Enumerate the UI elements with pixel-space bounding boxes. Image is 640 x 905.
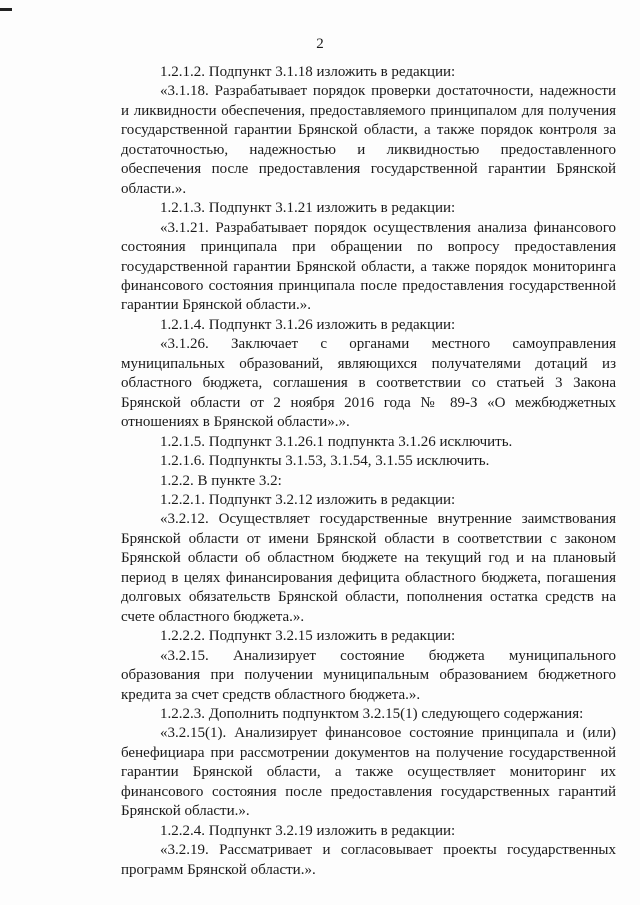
quote-3-2-15-1: «3.2.15(1). Анализирует финансовое состояние принципала и (или) бенефициара при рассмотрении документов на получение государственной гарантии Брянской области, а также осуществляет мониторинг их финансового состояния после предоставления государственных гарантий Брянской области.». <box>121 725 616 820</box>
paragraph-1-2-1-4: 1.2.1.4. Подпункт 3.1.26 изложить в редакции: <box>160 316 456 333</box>
paragraph-1-2-1-3: 1.2.1.3. Подпункт 3.1.21 изложить в редакции: <box>160 200 456 217</box>
scan-edge-mark <box>0 8 12 11</box>
page-number: 2 <box>316 36 324 52</box>
paragraph-1-2-2: 1.2.2. В пункте 3.2: <box>160 472 282 489</box>
quote-3-1-18: «3.1.18. Разрабатывает порядок проверки достаточности, надежности и ликвидности обеспечения, предоставляемого принципалом для получения государственной гарантии Брянской области, а также порядок контроля за достаточностью, надежностью и ликвидностью предоставленного обеспечения после предоставления государственной гарантии Брянской области.». <box>121 83 616 197</box>
paragraph-1-2-2-1: 1.2.2.1. Подпункт 3.2.12 изложить в редакции: <box>160 491 456 508</box>
quote-3-2-12: «3.2.12. Осуществляет государственные внутренние заимствования Брянской области от имени Брянской области в соответствии с законом Брянской области об областном бюджете на текущий год и на плановый период в целях финансирования дефицита областного бюджета, погашения долговых обязательств Брянской области, пополнения остатка средств на счете областного бюджета.». <box>121 511 616 625</box>
paragraph-1-2-1-5: 1.2.1.5. Подпункт 3.1.26.1 подпункта 3.1.26 исключить. <box>160 433 513 450</box>
paragraph-1-2-2-4: 1.2.2.4. Подпункт 3.2.19 изложить в редакции: <box>160 822 456 839</box>
quote-3-1-26: «3.1.26. Заключает с органами местного самоуправления муниципальных образований, являющихся получателями дотаций из областного бюджета, соглашения в соответствии со статьей 3 Закона Брянской области от 2 ноября 2016 года № 89-З «О межбюджетных отношениях в Брянской области».». <box>121 336 616 431</box>
document-body <box>121 63 616 880</box>
paragraph-1-2-1-6: 1.2.1.6. Подпункты 3.1.53, 3.1.54, 3.1.55 исключить. <box>160 453 490 470</box>
paragraph-1-2-2-2: 1.2.2.2. Подпункт 3.2.15 изложить в редакции: <box>160 628 456 645</box>
paragraph-1-2-1-2: 1.2.1.2. Подпункт 3.1.18 изложить в редакции: <box>160 64 456 80</box>
quote-3-2-15: «3.2.15. Анализирует состояние бюджета муниципального образования при получении муниципальным образованием бюджетного кредита за счет средств областного бюджета.». <box>121 647 616 703</box>
quote-3-1-21: «3.1.21. Разрабатывает порядок осуществления анализа финансового состояния принципала при обращении по вопросу предоставления государственной гарантии Брянской области, а также порядок мониторинга финансового состояния принципала после предоставления государственной гарантии Брянской области.». <box>121 219 616 314</box>
quote-3-2-19: «3.2.19. Рассматривает и согласовывает проекты государственных программ Брянской области.». <box>121 842 616 878</box>
paragraph-1-2-2-3: 1.2.2.3. Дополнить подпунктом 3.2.15(1) следующего содержания: <box>160 705 584 722</box>
